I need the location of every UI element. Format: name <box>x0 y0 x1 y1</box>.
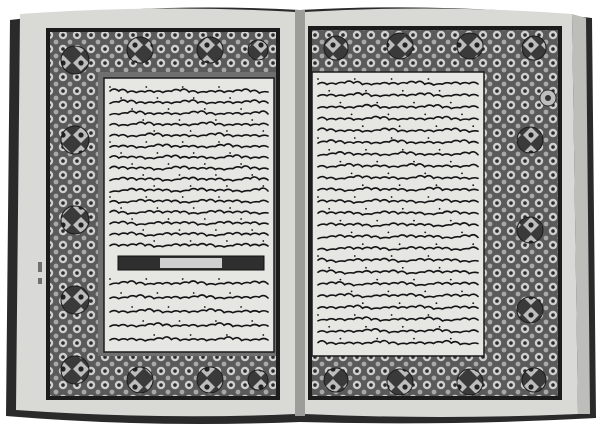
diacritic-dot <box>328 208 330 210</box>
diacritic-dot <box>328 326 330 328</box>
diacritic-dot <box>450 102 452 104</box>
diacritic-dot <box>402 267 404 269</box>
diacritic-dot <box>229 97 231 99</box>
diacritic-dot <box>461 114 463 116</box>
diacritic-dot <box>439 267 441 269</box>
diacritic-dot <box>179 229 181 231</box>
diacritic-dot <box>262 130 264 132</box>
diacritic-dot <box>190 240 192 242</box>
diacritic-dot <box>391 78 393 80</box>
diacritic-dot <box>351 291 353 293</box>
diacritic-dot <box>413 102 415 104</box>
diacritic-dot <box>179 119 181 121</box>
diacritic-dot <box>439 90 441 92</box>
diacritic-dot <box>215 119 217 121</box>
diacritic-dot <box>328 267 330 269</box>
diacritic-dot <box>131 306 133 308</box>
diacritic-dot <box>229 292 231 294</box>
diacritic-dot <box>450 220 452 222</box>
diacritic-dot <box>204 163 206 165</box>
diacritic-dot <box>142 320 144 322</box>
diacritic-dot <box>215 229 217 231</box>
diacritic-dot <box>215 320 217 322</box>
diacritic-dot <box>365 208 367 210</box>
diacritic-dot <box>153 130 155 132</box>
diacritic-dot <box>109 141 111 143</box>
surah-heading-band <box>118 256 264 270</box>
diacritic-dot <box>157 97 159 99</box>
diacritic-dot <box>204 218 206 220</box>
diacritic-dot <box>142 229 144 231</box>
diacritic-dot <box>218 278 220 280</box>
diacritic-dot <box>317 255 319 257</box>
diacritic-dot <box>240 218 242 220</box>
diacritic-dot <box>153 185 155 187</box>
diacritic-dot <box>145 141 147 143</box>
diacritic-dot <box>226 185 228 187</box>
diacritic-dot <box>391 196 393 198</box>
diacritic-dot <box>190 185 192 187</box>
diacritic-dot <box>218 196 220 198</box>
diacritic-dot <box>142 119 144 121</box>
diacritic-dot <box>391 255 393 257</box>
diacritic-dot <box>362 302 364 304</box>
diacritic-dot <box>179 174 181 176</box>
diacritic-dot <box>354 137 356 139</box>
diacritic-dot <box>388 114 390 116</box>
diacritic-dot <box>376 102 378 104</box>
diacritic-dot <box>428 314 430 316</box>
diacritic-dot <box>153 334 155 336</box>
diacritic-dot <box>399 243 401 245</box>
diacritic-dot <box>376 338 378 340</box>
diacritic-dot <box>145 196 147 198</box>
diacritic-dot <box>436 302 438 304</box>
diacritic-dot <box>388 173 390 175</box>
diacritic-dot <box>131 108 133 110</box>
diacritic-dot <box>193 292 195 294</box>
diacritic-dot <box>218 141 220 143</box>
diacritic-dot <box>402 208 404 210</box>
margin-rosette <box>540 90 556 106</box>
diacritic-dot <box>413 338 415 340</box>
diacritic-dot <box>362 243 364 245</box>
diacritic-dot <box>351 114 353 116</box>
diacritic-dot <box>402 90 404 92</box>
diacritic-dot <box>226 130 228 132</box>
diacritic-dot <box>145 86 147 88</box>
diacritic-dot <box>262 240 264 242</box>
diacritic-dot <box>340 161 342 163</box>
diacritic-dot <box>251 119 253 121</box>
diacritic-dot <box>168 218 170 220</box>
diacritic-dot <box>376 279 378 281</box>
diacritic-dot <box>354 255 356 257</box>
diacritic-dot <box>436 243 438 245</box>
diacritic-dot <box>168 108 170 110</box>
diacritic-dot <box>340 220 342 222</box>
diacritic-dot <box>340 279 342 281</box>
diacritic-dot <box>351 173 353 175</box>
diacritic-dot <box>168 306 170 308</box>
diacritic-dot <box>376 161 378 163</box>
diacritic-dot <box>450 161 452 163</box>
diacritic-dot <box>109 86 111 88</box>
diacritic-dot <box>472 125 474 127</box>
diacritic-dot <box>215 174 217 176</box>
diacritic-dot <box>251 174 253 176</box>
diacritic-dot <box>120 292 122 294</box>
diacritic-dot <box>179 320 181 322</box>
diacritic-dot <box>388 291 390 293</box>
diacritic-dot <box>182 196 184 198</box>
diacritic-dot <box>131 218 133 220</box>
diacritic-dot <box>391 314 393 316</box>
diacritic-dot <box>193 207 195 209</box>
diacritic-dot <box>226 240 228 242</box>
diacritic-dot <box>328 90 330 92</box>
diacritic-dot <box>109 196 111 198</box>
diacritic-dot <box>399 125 401 127</box>
diacritic-dot <box>424 114 426 116</box>
diacritic-dot <box>328 149 330 151</box>
diacritic-dot <box>317 196 319 198</box>
diacritic-dot <box>402 326 404 328</box>
diacritic-dot <box>461 232 463 234</box>
diacritic-dot <box>472 184 474 186</box>
diacritic-dot <box>204 306 206 308</box>
diacritic-dot <box>354 314 356 316</box>
diacritic-dot <box>262 334 264 336</box>
diacritic-dot <box>450 338 452 340</box>
diacritic-dot <box>365 90 367 92</box>
diacritic-dot <box>391 137 393 139</box>
diacritic-dot <box>182 86 184 88</box>
diacritic-dot <box>365 326 367 328</box>
diacritic-dot <box>388 232 390 234</box>
diacritic-dot <box>240 163 242 165</box>
diacritic-dot <box>424 291 426 293</box>
diacritic-dot <box>251 229 253 231</box>
diacritic-dot <box>362 184 364 186</box>
diacritic-dot <box>317 137 319 139</box>
diacritic-dot <box>472 302 474 304</box>
diacritic-dot <box>262 185 264 187</box>
diacritic-dot <box>362 125 364 127</box>
diacritic-dot <box>399 184 401 186</box>
diacritic-dot <box>439 208 441 210</box>
diacritic-dot <box>190 334 192 336</box>
diacritic-dot <box>436 125 438 127</box>
diacritic-dot <box>413 161 415 163</box>
diacritic-dot <box>193 97 195 99</box>
diacritic-dot <box>157 207 159 209</box>
diacritic-dot <box>439 326 441 328</box>
diacritic-dot <box>472 243 474 245</box>
diacritic-dot <box>240 108 242 110</box>
diacritic-dot <box>428 137 430 139</box>
diacritic-dot <box>229 207 231 209</box>
diacritic-dot <box>439 149 441 151</box>
diacritic-dot <box>365 149 367 151</box>
diacritic-dot <box>399 302 401 304</box>
diacritic-dot <box>461 291 463 293</box>
diacritic-dot <box>182 278 184 280</box>
diacritic-dot <box>354 78 356 80</box>
diacritic-dot <box>450 279 452 281</box>
diacritic-dot <box>413 279 415 281</box>
diacritic-dot <box>424 173 426 175</box>
diacritic-dot <box>340 102 342 104</box>
diacritic-dot <box>428 255 430 257</box>
diacritic-dot <box>157 152 159 154</box>
diacritic-dot <box>317 314 319 316</box>
book-gutter <box>295 10 305 416</box>
diacritic-dot <box>354 196 356 198</box>
diacritic-dot <box>424 232 426 234</box>
diacritic-dot <box>168 163 170 165</box>
diacritic-dot <box>120 152 122 154</box>
diacritic-dot <box>131 163 133 165</box>
diacritic-dot <box>317 78 319 80</box>
diacritic-dot <box>153 240 155 242</box>
diacritic-dot <box>251 320 253 322</box>
diacritic-dot <box>376 220 378 222</box>
diacritic-dot <box>193 152 195 154</box>
diacritic-dot <box>218 86 220 88</box>
diacritic-dot <box>226 334 228 336</box>
diacritic-dot <box>402 149 404 151</box>
diacritic-dot <box>413 220 415 222</box>
diacritic-dot <box>229 152 231 154</box>
diacritic-dot <box>351 232 353 234</box>
diacritic-dot <box>120 97 122 99</box>
diacritic-dot <box>190 130 192 132</box>
diacritic-dot <box>145 278 147 280</box>
diacritic-dot <box>240 306 242 308</box>
diacritic-dot <box>182 141 184 143</box>
diacritic-dot <box>142 174 144 176</box>
diacritic-dot <box>461 173 463 175</box>
diacritic-dot <box>340 338 342 340</box>
diacritic-dot <box>109 278 111 280</box>
diacritic-dot <box>436 184 438 186</box>
diacritic-dot <box>428 78 430 80</box>
diacritic-dot <box>204 108 206 110</box>
diacritic-dot <box>120 207 122 209</box>
diacritic-dot <box>157 292 159 294</box>
diacritic-dot <box>428 196 430 198</box>
diacritic-dot <box>365 267 367 269</box>
